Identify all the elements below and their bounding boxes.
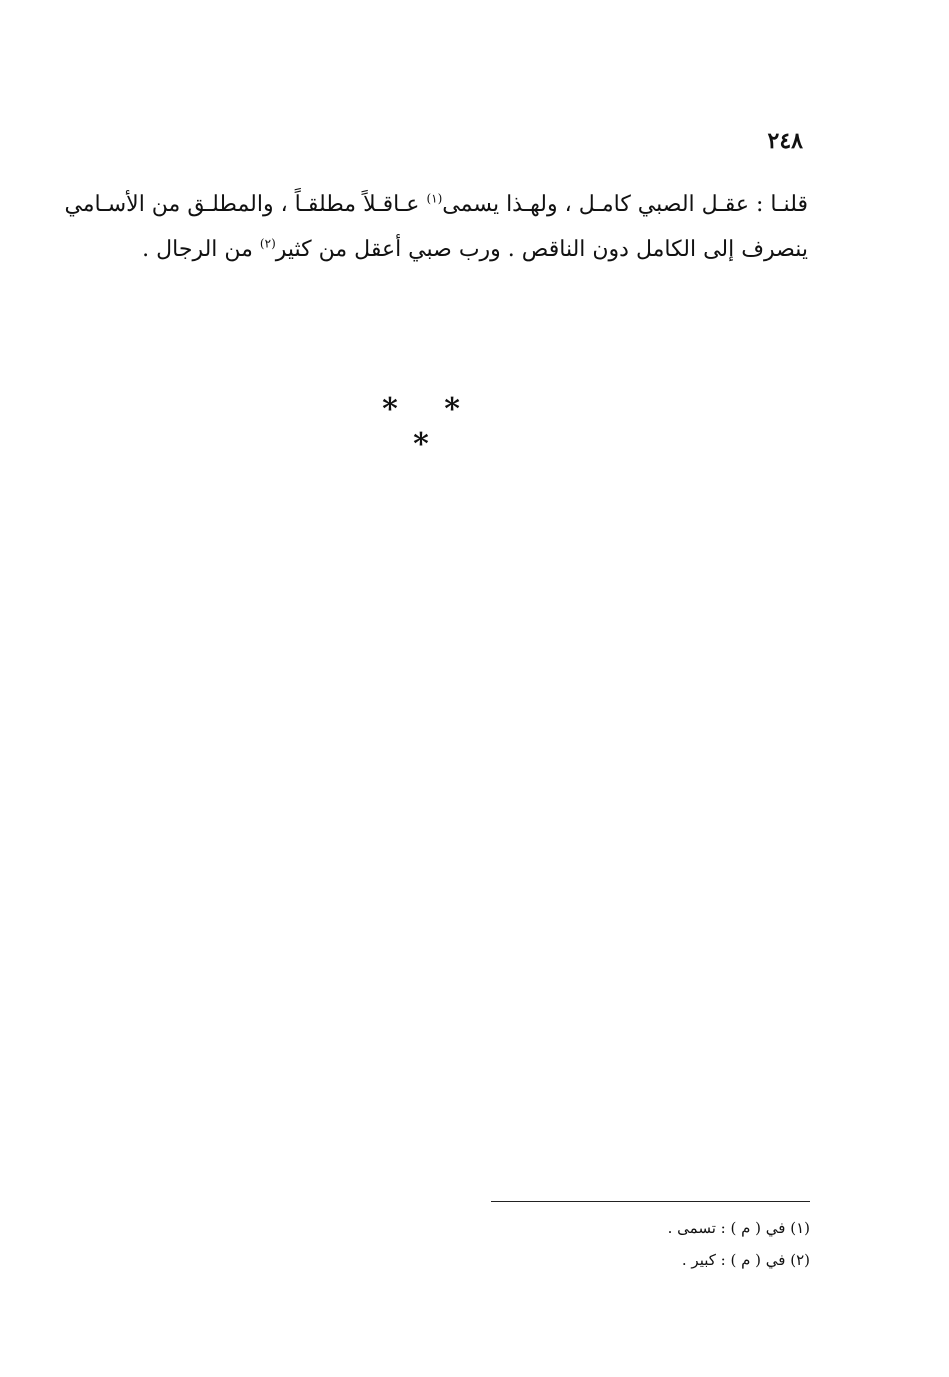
- footnote-2: (٢) في ( م ) : كبير .: [681, 1251, 810, 1269]
- footnote-ref-1: (١): [426, 191, 443, 206]
- footnotes: [668, 1212, 810, 1276]
- paragraph-text: عـاقـلاً مطلقـاً ، والمطلـق من الأسـامي: [64, 192, 427, 217]
- paragraph-line-2: [112, 227, 808, 272]
- paragraph-line-1: [64, 182, 808, 227]
- footnote-ref-2: (٢): [259, 236, 276, 251]
- footnote-1: (١) في ( م ) : تسمى .: [667, 1219, 810, 1237]
- paragraph-text: من الرجال .: [142, 237, 260, 262]
- paragraph-text: ينصرف إلى الكامل دون الناقص . ورب صبي أعقل من كثير: [275, 237, 808, 262]
- main-paragraph: [64, 182, 808, 272]
- footnote-divider: [491, 1201, 810, 1202]
- page-number: ٢٤٨: [767, 128, 803, 154]
- section-break-asterisks: * * *: [382, 392, 478, 462]
- paragraph-text: قلنـا : عقـل الصبي كامـل ، ولهـذا يسمى: [442, 192, 808, 217]
